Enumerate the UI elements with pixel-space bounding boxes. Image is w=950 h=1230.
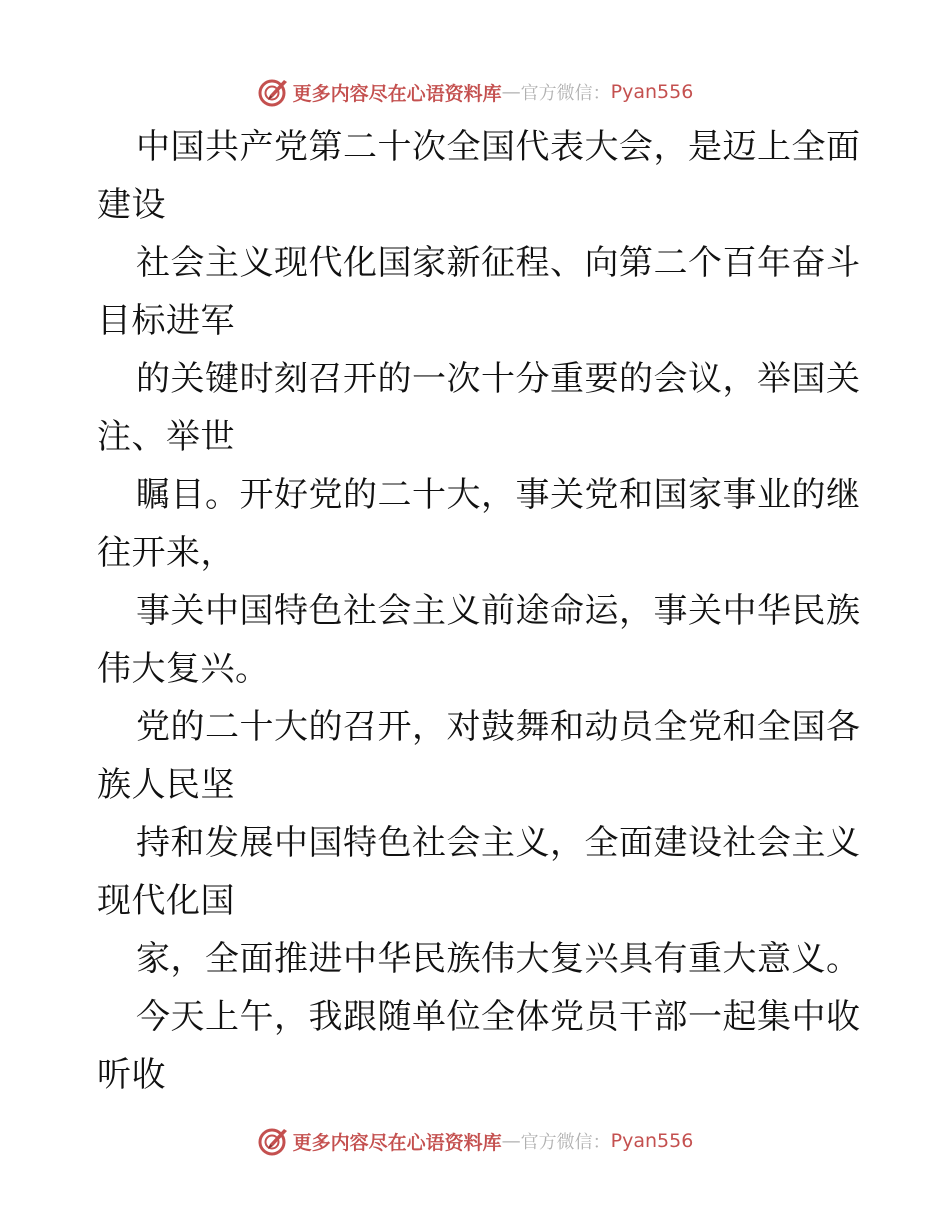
banner-wechat-label: 官方微信：: [520, 1132, 611, 1153]
text-line: 今天上午，我跟随单位全体党员干部一起集中收: [136, 997, 861, 1037]
text-line: 社会主义现代化国家新征程、向第二个百年奋斗: [136, 243, 861, 283]
pen-logo-icon: [257, 76, 289, 108]
banner-wechat-id: Pyan556: [610, 81, 694, 103]
text-line: 中国共产党第二十次全国代表大会，是迈上全面: [136, 127, 861, 167]
banner-separator: —: [501, 81, 521, 103]
text-line: 事关中国特色社会主义前途命运，事关中华民族: [136, 591, 861, 631]
header-banner: [0, 72, 950, 112]
banner-text: 更多内容尽在心语资料库: [292, 1131, 502, 1154]
text-line: 的关键时刻召开的一次十分重要的会议，举国关: [136, 359, 861, 399]
document-body: [97, 118, 861, 1104]
text-line: 伟大复兴。: [97, 649, 270, 689]
text-line: 党的二十大的召开，对鼓舞和动员全党和全国各: [136, 707, 861, 747]
banner-wechat-label: 官方微信：: [520, 83, 611, 104]
text-line: 听收: [97, 1055, 166, 1095]
text-line: 注、举世: [97, 417, 235, 457]
text-line: 往开来，: [97, 533, 235, 573]
text-line: 瞩目。开好党的二十大，事关党和国家事业的继: [136, 475, 861, 515]
pen-logo-icon: [257, 1125, 289, 1157]
banner-wechat-id: Pyan556: [610, 1130, 694, 1152]
banner-separator: —: [501, 1130, 521, 1152]
text-line: 现代化国: [97, 881, 235, 921]
text-line: 目标进军: [97, 301, 235, 341]
text-line: 持和发展中国特色社会主义，全面建设社会主义: [136, 823, 861, 863]
banner-text: 更多内容尽在心语资料库: [292, 82, 502, 105]
text-line: 建设: [97, 185, 166, 225]
footer-banner: [0, 1121, 950, 1161]
text-line: 家，全面推进中华民族伟大复兴具有重大意义。: [136, 939, 861, 979]
text-line: 族人民坚: [97, 765, 235, 805]
